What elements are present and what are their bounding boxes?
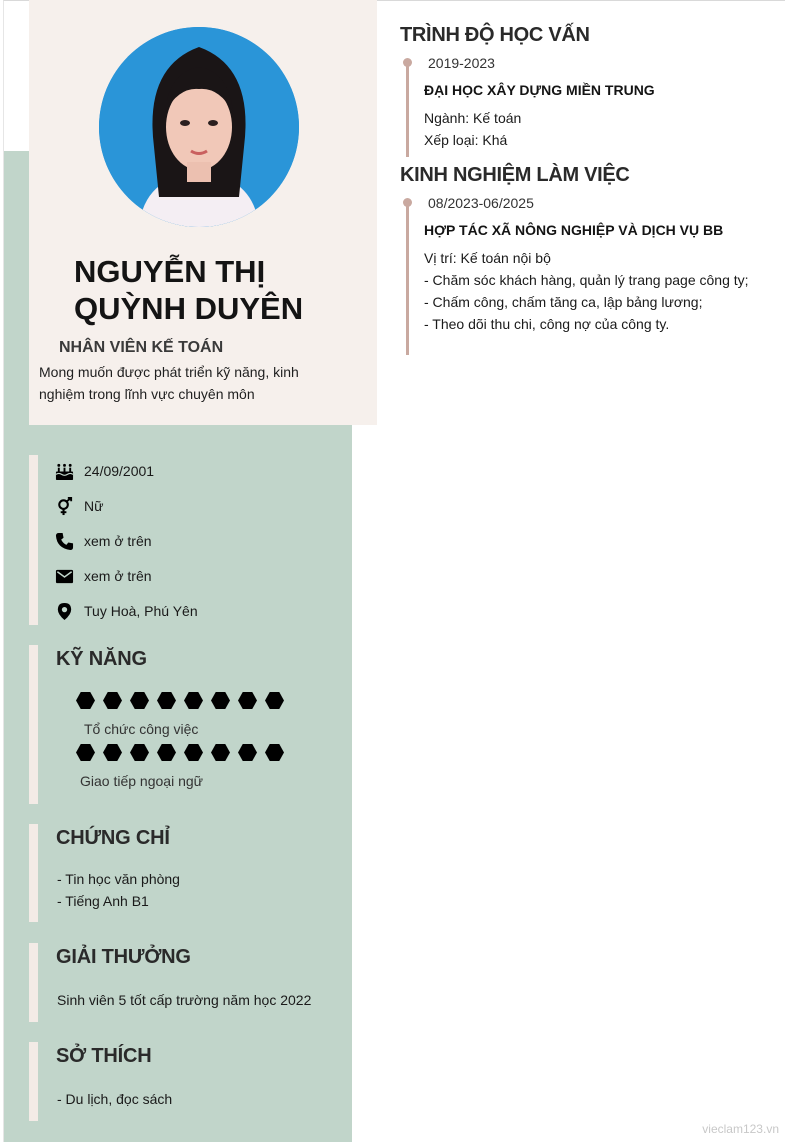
- skill-rating-2: [76, 744, 284, 761]
- rating-dot: [265, 744, 284, 761]
- email-row: [54, 565, 152, 587]
- awards-bar: [29, 943, 38, 1022]
- rating-dot: [130, 692, 149, 709]
- award-item: Sinh viên 5 tốt cấp trường năm học 2022: [57, 992, 312, 1008]
- certificates-bar: [29, 824, 38, 922]
- certificate-item: - Tiếng Anh B1: [57, 893, 149, 909]
- phone-row: [54, 530, 152, 552]
- experience-line: - Chấm công, chấm tăng ca, lập bảng lương;: [424, 294, 703, 310]
- experience-timeline-line: [406, 202, 409, 355]
- rating-dot: [76, 692, 95, 709]
- education-timeline-dot: [403, 58, 412, 67]
- rating-dot: [238, 692, 257, 709]
- name-line-1: NGUYỄN THỊ: [74, 254, 266, 289]
- hobbies-bar: [29, 1042, 38, 1121]
- job-title: NHÂN VIÊN KẾ TOÁN: [59, 339, 224, 356]
- rating-dot: [157, 744, 176, 761]
- rating-dot: [211, 744, 230, 761]
- rating-dot: [76, 744, 95, 761]
- experience-line: - Chăm sóc khách hàng, quản lý trang page công ty;: [424, 272, 749, 288]
- gender-icon: [54, 496, 74, 516]
- experience-timeline-dot: [403, 198, 412, 207]
- portrait-illustration: [99, 27, 299, 227]
- rating-dot: [184, 692, 203, 709]
- career-objective: [39, 361, 349, 405]
- hobby-item: - Du lịch, đọc sách: [57, 1091, 173, 1107]
- gender-value: Nữ: [84, 498, 104, 514]
- rating-dot: [103, 692, 122, 709]
- certificate-item: - Tin học văn phòng: [57, 871, 180, 887]
- rating-dot: [184, 744, 203, 761]
- education-date: 2019-2023: [428, 55, 495, 71]
- awards-title: GIẢI THƯỞNG: [56, 946, 191, 968]
- experience-title: KINH NGHIỆM LÀM VIỆC: [400, 164, 630, 186]
- education-title: TRÌNH ĐỘ HỌC VẤN: [400, 24, 590, 46]
- phone-icon: [54, 531, 74, 551]
- rating-dot: [238, 744, 257, 761]
- location-icon: [54, 601, 74, 621]
- certificates-list: [57, 868, 180, 912]
- skills-title: KỸ NĂNG: [56, 648, 147, 670]
- experience-details: [424, 247, 749, 335]
- experience-date: 08/2023-06/2025: [428, 195, 534, 211]
- birthday-value: 24/09/2001: [84, 463, 155, 479]
- rating-dot: [211, 692, 230, 709]
- contact-bar: [29, 455, 38, 625]
- experience-line: - Theo dõi thu chi, công nợ của công ty.: [424, 316, 670, 332]
- full-name: [74, 253, 364, 327]
- experience-company: HỢP TÁC XÃ NÔNG NGHIỆP VÀ DỊCH VỤ BB: [424, 222, 724, 238]
- address-row: [54, 600, 198, 622]
- rating-dot: [130, 744, 149, 761]
- education-timeline-line: [406, 62, 409, 157]
- phone-value: xem ở trên: [84, 533, 152, 549]
- address-value: Tuy Hoà, Phú Yên: [84, 603, 198, 619]
- education-school: ĐẠI HỌC XÂY DỰNG MIỀN TRUNG: [424, 82, 655, 98]
- birthday-cake-icon: [54, 461, 74, 481]
- skills-bar: [29, 645, 38, 804]
- email-value: xem ở trên: [84, 568, 152, 584]
- name-line-2: QUỲNH DUYÊN: [74, 291, 304, 326]
- gender-row: [54, 495, 104, 517]
- hobbies-title: SỞ THÍCH: [56, 1045, 152, 1067]
- objective-line-2: nghiệm trong lĩnh vực chuyên môn: [39, 386, 255, 402]
- rating-dot: [157, 692, 176, 709]
- skill-name-1: Tổ chức công việc: [84, 721, 199, 737]
- objective-line-1: Mong muốn được phát triển kỹ năng, kinh: [39, 364, 299, 380]
- birthday-row: [54, 460, 155, 482]
- education-line: Xếp loại: Khá: [424, 132, 508, 148]
- rating-dot: [265, 692, 284, 709]
- certificates-title: CHỨNG CHỈ: [56, 827, 170, 849]
- watermark: vieclam123.vn: [702, 1122, 779, 1136]
- email-icon: [54, 566, 74, 586]
- skill-rating-1: [76, 692, 284, 709]
- experience-line: Vị trí: Kế toán nội bộ: [424, 250, 551, 266]
- education-details: [424, 107, 521, 151]
- rating-dot: [103, 744, 122, 761]
- skill-name-2: Giao tiếp ngoại ngữ: [80, 773, 204, 789]
- education-line: Ngành: Kế toán: [424, 110, 522, 126]
- profile-photo: [99, 27, 299, 227]
